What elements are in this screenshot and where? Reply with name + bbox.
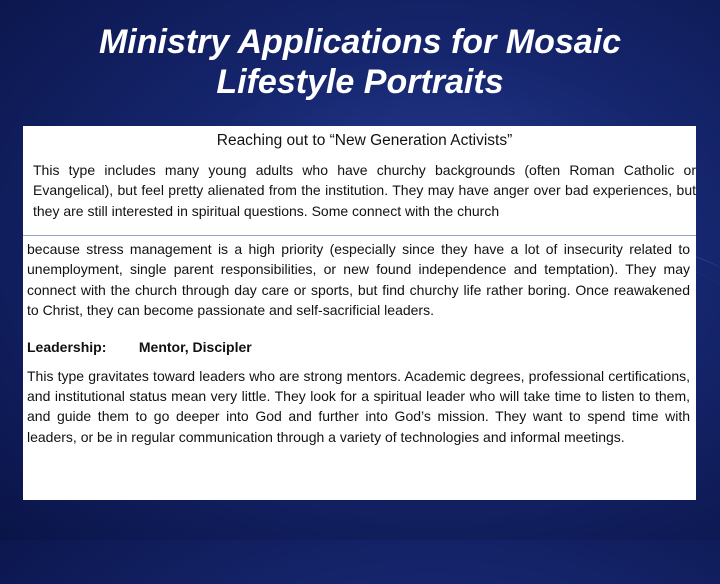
intro-paragraph: This type includes many young adults who have churchy backgrounds (often Roman Catholic or Evangelical), but feel pretty alienated from the institution. They may have anger over bad experiences, but they are still interested in spiritual questions. Some connect with the church [33, 162, 696, 219]
document-bottom-section [23, 236, 696, 500]
leadership-row [27, 337, 690, 357]
leadership-label: Leadership: [27, 338, 107, 355]
leadership-paragraph: This type gravitates toward leaders who are strong mentors. Academic degrees, professional certifications, and institutional status mean very little. They look for a spiritual leader who will take time to listen to them, and guide them to go deeper into God and further into God’s mission. They want to spend time with leaders, or be in regular communication through a variety of technologies and informal meetings. [27, 367, 690, 445]
leadership-value: Mentor, Discipler [138, 338, 252, 355]
slide-title [0, 22, 720, 102]
document-top-section [33, 126, 696, 234]
continuation-paragraph: because stress management is a high priority (especially since they have a lot of insecurity related to unemployment, single parent responsibilities, or new found independence and temptation). They may connect with the church through day care or sports, but find churchy life rather boring. Once reawakened to Christ, they can become passionate and self-sacrificial leaders. [27, 241, 690, 319]
document-heading: Reaching out to “New Generation Activists” [216, 132, 513, 149]
document-panel [23, 126, 696, 500]
slide-title-line-1: Ministry Applications for Mosaic [98, 23, 622, 61]
slide-title-line-2: Lifestyle Portraits [216, 63, 504, 101]
